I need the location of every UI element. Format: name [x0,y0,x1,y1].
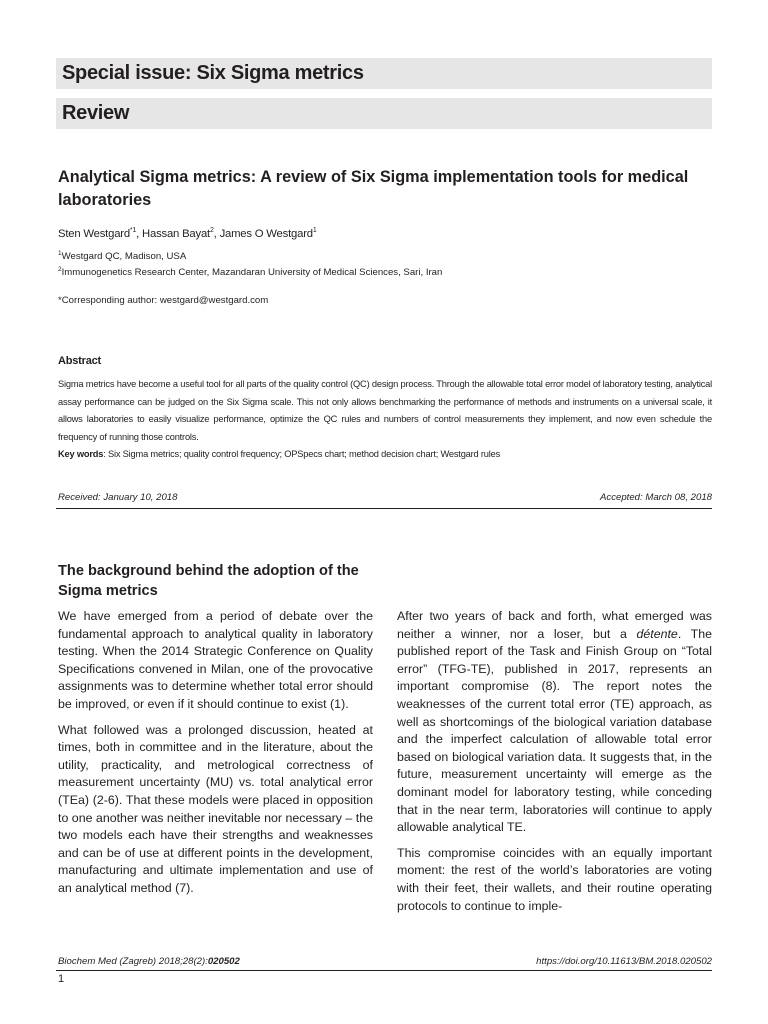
article-type-banner: Review [56,98,712,129]
author-sup: *1 [129,227,137,234]
section-heading: The background behind the adoption of the Sigma metrics [58,563,359,599]
keywords-label: Key words [58,449,104,459]
body-paragraph [397,608,712,837]
special-issue-banner: Special issue: Six Sigma metrics [56,58,712,89]
body-paragraph: We have emerged from a period of debate over the fundamental approach to analytical quality in laboratory testing. When the 2014 Strategic Conference on Quality Specifications convened in Milan, one of the provocative assignments was to determine whether total error should be improved, or even if it should continue to exist (1). [58,609,373,711]
affiliation-sup: 1 [58,250,62,257]
author-name: Sten Westgard [58,227,130,240]
author-name: James O Westgard [219,227,313,240]
accepted-date: Accepted: March 08, 2018 [600,492,712,503]
journal-name: Biochem Med (Zagreb) 2018;28(2): [58,956,208,967]
body-paragraph: This compromise coincides with an equally important moment: the rest of the world’s laboratories are voting with their feet, their wallets, and their routine operating protocols to continue to imple- [397,845,712,913]
keywords [58,449,712,459]
body-text: . The published report of the Task and Finish Group on “Total error” (TFG-TE), published in 2017, represents an important compromise (8). The report notes the weaknesses of the current total error (TE) approach, as well as shortcomings of the biological variation database and the imperfect calculation of allowable total error based on biological variation data. It suggests that, in the future, measurement uncertainty will emerge as the dominant model for laboratory testing, while conceding that in the near term, laboratories will continue to apply allowable analytical TE. [397,626,712,835]
body-text: After two years of back and forth, what emerged was neither a winner, nor a loser, but a [397,609,712,641]
affiliation-text: Westgard QC, Madison, USA [61,251,187,263]
received-date: Received: January 10, 2018 [58,492,178,503]
author-sup: 2 [209,227,214,234]
body-paragraph: What followed was a prolonged discussion, heated at times, both in committee and in the literature, about the utility, practicality, and metrological correctness of measurement uncertainty (MU) vs. total analytical error (TEa) (2-6). That these models were placed in opposition to one another was neither inevitable nor necessary – the two models each have their strengths and weaknesses and can be of use at different points in the development, manufacturing and ultimate implementation and use of an analytical method (7). [58,722,373,895]
corresponding-author: *Corresponding author: westgard@westgard.com [58,295,269,306]
page-number: 1 [58,973,65,985]
affiliation-text: Immunogenetics Research Center, Mazandaran University of Medical Sciences, Sari, Iran [61,267,443,279]
affiliation [58,266,442,278]
journal-citation [58,956,240,967]
divider [56,970,712,971]
author-sup: 1 [312,227,317,234]
abstract-heading: Abstract [58,355,102,367]
affiliation-sup: 2 [58,266,62,273]
divider [56,508,712,509]
affiliation [58,250,186,262]
author-name: Hassan Bayat [142,227,210,240]
article-id: 020502 [207,956,240,967]
doi-link[interactable]: https://doi.org/10.11613/BM.2018.020502 [536,956,712,967]
article-title: Analytical Sigma metrics: A review of Six Sigma implementation tools for medical laboratories [58,168,689,209]
abstract-text: Sigma metrics have become a useful tool for all parts of the quality control (QC) design process. Through the allowable total error model of laboratory testing, analytical assay performance can be judged on the Six Sigma scale. This not only allows benchmarking the performance of methods and instruments on a universal scale, it allows laboratories to easily visualize performance, optimize the QC rules and numbers of control measurements they implement, and now even schedule the frequency of running those controls. [58,379,712,443]
body-column-left [58,608,373,906]
keywords-list: : Six Sigma metrics; quality control frequency; OPSpecs chart; method decision chart; Westgard rules [103,449,501,459]
body-text-italic: détente [636,626,678,641]
author-list: Sten Westgard$^{*1}$, Hassan Bayat$^2$, James O Westgard$^1$ [58,227,317,240]
body-column-right [397,608,712,923]
